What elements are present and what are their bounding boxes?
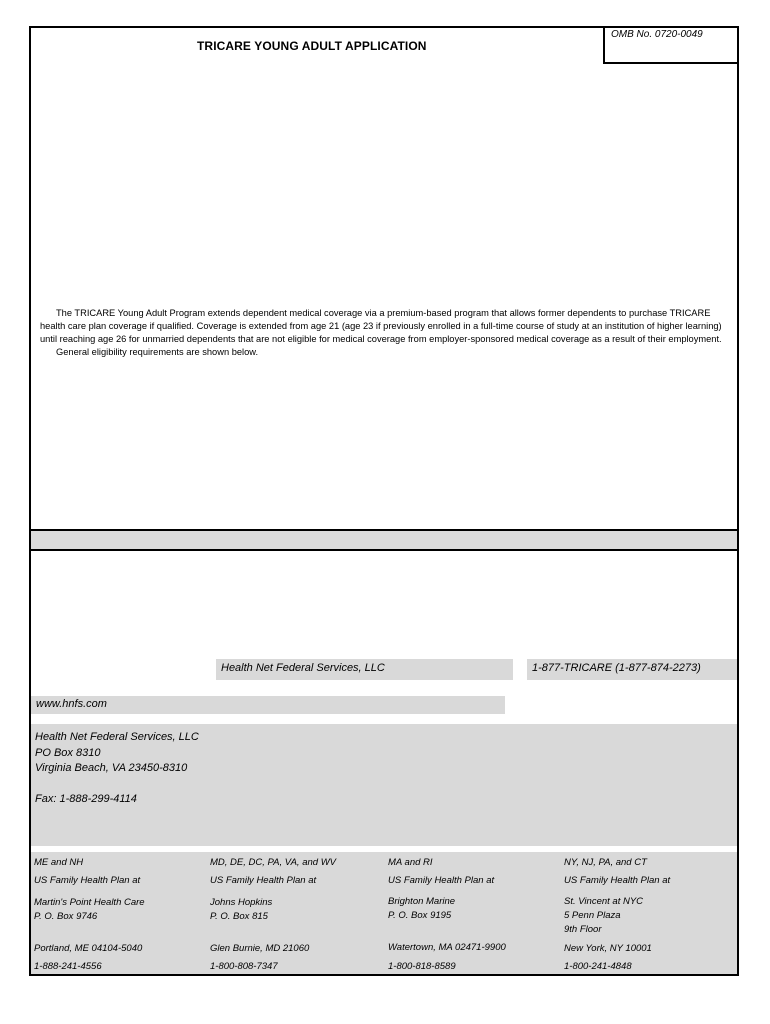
plan-box: P. O. Box 9195 [388,910,452,921]
usfhp-plans-table [31,852,737,974]
mailing-address-field[interactable] [31,724,737,846]
plan-label: US Family Health Plan at [388,875,495,886]
plan-city: Portland, ME 04104-5040 [34,943,143,954]
address-line-2: PO Box 8310 [35,746,101,759]
plan-org: Brighton Marine [388,896,456,907]
plan-phone: 1-800-808-7347 [210,961,278,972]
plan-label: US Family Health Plan at [210,875,317,886]
website-field[interactable]: www.hnfs.com [31,696,505,714]
section-header-band [31,531,737,550]
intro-paragraph: The TRICARE Young Adult Program extends dependent medical coverage via a premium-based program that allows former dependents to purchase TRICARE health care plan coverage if qualified. Coverage is extended from age 21 (age 23 if previously enrolled in a full-time course of study at an institution of higher learning) until reaching age 26 for unmarried dependents that are not eligible for medical coverage from employer-sponsored medical coverage as a result of their employment. [40,308,722,344]
plan-city: Glen Burnie, MD 21060 [210,943,310,954]
plan-label: US Family Health Plan at [34,875,141,886]
omb-number: OMB No. 0720-0049 [603,26,739,64]
plan-box-2: 9th Floor [564,924,602,935]
contractor-name-field[interactable]: Health Net Federal Services, LLC [216,659,513,680]
address-line-1: Health Net Federal Services, LLC [35,731,199,743]
plan-org: St. Vincent at NYC [564,896,644,907]
address-line-3: Virginia Beach, VA 23450-8310 [35,762,188,774]
plan-city: New York, NY 10001 [564,943,652,954]
section-divider-bottom [29,549,739,551]
form-title: TRICARE YOUNG ADULT APPLICATION [197,39,427,53]
plan-phone: 1-800-818-8589 [388,961,456,972]
plan-region: NY, NJ, PA, and CT [564,857,647,868]
plan-region: MA and RI [388,857,433,868]
plan-city: Watertown, MA 02471-9900 [388,942,506,953]
plan-region: MD, DE, DC, PA, VA, and WV [210,857,336,868]
plan-box: 5 Penn Plaza [564,910,621,921]
contractor-phone-field[interactable]: 1-877-TRICARE (1-877-874-2273) [527,659,737,680]
plan-org: Johns Hopkins [210,897,273,908]
plan-box: P. O. Box 9746 [34,911,98,922]
plan-phone: 1-888-241-4556 [34,961,102,972]
intro-text [40,307,724,359]
plan-phone: 1-800-241-4848 [564,961,632,972]
plan-box: P. O. Box 815 [210,911,268,922]
plan-label: US Family Health Plan at [564,875,671,886]
plan-org: Martin's Point Health Care [34,897,145,908]
plan-region: ME and NH [34,857,84,868]
eligibility-note: General eligibility requirements are shown below. [56,347,259,357]
fax-number: Fax: 1-888-299-4114 [35,792,137,805]
